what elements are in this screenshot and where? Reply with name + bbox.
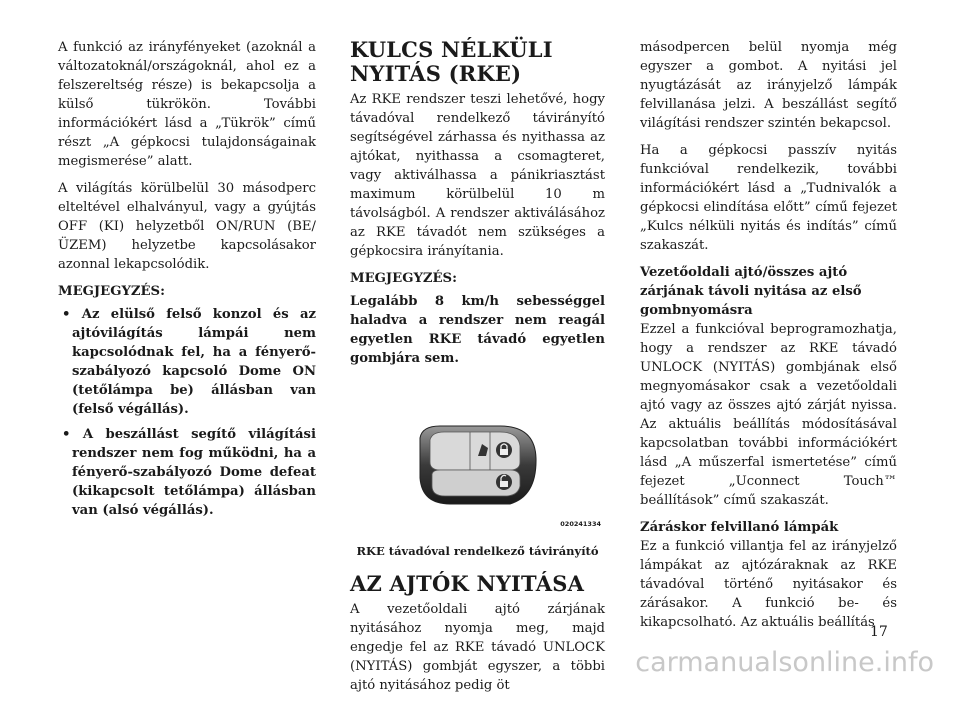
paragraph: Ez a funkció villantja fel az irányjelző lámpákat az ajtózáraknak az RKE távadóval történő nyitásakor és zárásakor. A funkció be- és kikapcsolható. Az aktuális beállítás (640, 539, 897, 630)
note-text: Legalább 8 km/h sebességgel haladva a rendszer nem reagál egyetlen RKE távadó egyetlen gombjára sem. (350, 294, 605, 366)
column-middle (350, 38, 605, 703)
paragraph: Ezzel a funkcióval beprogramozhatja, hogy a rendszer az RKE távadó UNLOCK (NYITÁS) gombjának első megnyomásakor csak a vezetőoldali ajtó vagy az összes ajtó zárját nyissa. Az aktuális beállítás módosításával kapcsolatban további információkért lásd „A műszerfal ismertetése” című fejezet „Uconnect Touch™ beállítások” című szakaszát. (640, 322, 897, 508)
list-item: • Az elülső felső konzol és az ajtóvilágítás lámpái nem kapcsolódnak fel, ha a fényerő-szabályozó kapcsoló Dome ON (tetőlámpa be) állásban van (felső végállás). (58, 305, 316, 419)
note-heading: MEGJEGYZÉS: (58, 284, 165, 299)
column-right (640, 38, 897, 640)
paragraph: Az RKE rendszer teszi lehetővé, hogy távadóval rendelkező távirányító segítségével zárhassa és nyithassa az ajtókat, nyithassa a csomagteret, vagy aktiválhassa a pánikriasztást maximum körülbelül 10 m távolságból. A rendszer aktiválásához az RKE távadót nem szükséges a gépkocsira irányítania. (350, 92, 605, 259)
page-number: 17 (870, 624, 888, 640)
heading-line: NYITÁS (RKE) (350, 61, 522, 86)
paragraph: A funkció az irányfényeket (azoknál a változatoknál/országoknál, ahol ez a felszereltség része) is bekapcsolja a külső tükrökön. További információkért lásd a „Tükrök” című részt „A gépkocsi tulajdonságainak megismerése” alatt. (58, 40, 316, 169)
section-heading: AZ AJTÓK NYITÁSA (350, 571, 585, 596)
note-heading: MEGJEGYZÉS: (350, 271, 457, 286)
paragraph: Ha a gépkocsi passzív nyitás funkcióval rendelkezik, további információkért lásd a „Tudnivalók a gépkocsi elindítása előtt” című fejezet „Kulcs nélküli nyitás és indítás” című szakaszát. (640, 143, 897, 253)
section-heading (350, 38, 605, 86)
subheading: Vezetőoldali ajtó/összes ajtó zárjának távoli nyitása az első gombnyomásra (640, 265, 862, 318)
column-left (58, 38, 316, 526)
paragraph: A vezetőoldali ajtó zárjának nyitásához nyomja meg, majd engedje fel az RKE távadó UNLOCK (NYITÁS) gombját egyszer, a többi ajtó nyitásához pedig öt (350, 602, 605, 693)
figure-caption: RKE távadóval rendelkező távirányító (356, 544, 599, 558)
watermark: carmanualsonline.info (635, 647, 934, 678)
note-bullet-list (58, 305, 316, 520)
paragraph: A világítás körülbelül 30 másodperc elteltével elhalványul, vagy a gyújtás OFF (KI) helyzetből ON/RUN (BE/ÜZEM) helyzetbe kapcsolásakor azonnal lekapcsolódik. (58, 181, 316, 272)
heading-line: KULCS NÉLKÜLI (350, 37, 553, 62)
subheading: Záráskor felvillanó lámpák (640, 520, 839, 535)
figure-code: 020241334 (560, 520, 601, 528)
paragraph: másodpercen belül nyomja még egyszer a gombot. A nyitási jel nyugtázását az irányjelző lámpák felvillanása jelzi. A beszállást segítő világítási rendszer szintén bekapcsol. (640, 40, 897, 131)
key-fob-figure (350, 418, 605, 538)
list-item: • A beszállást segítő világítási rendszer nem fog működni, ha a fényerő-szabályozó Dome defeat (kikapcsolt tetőlámpa) állásban van (alsó végállás). (58, 425, 316, 520)
